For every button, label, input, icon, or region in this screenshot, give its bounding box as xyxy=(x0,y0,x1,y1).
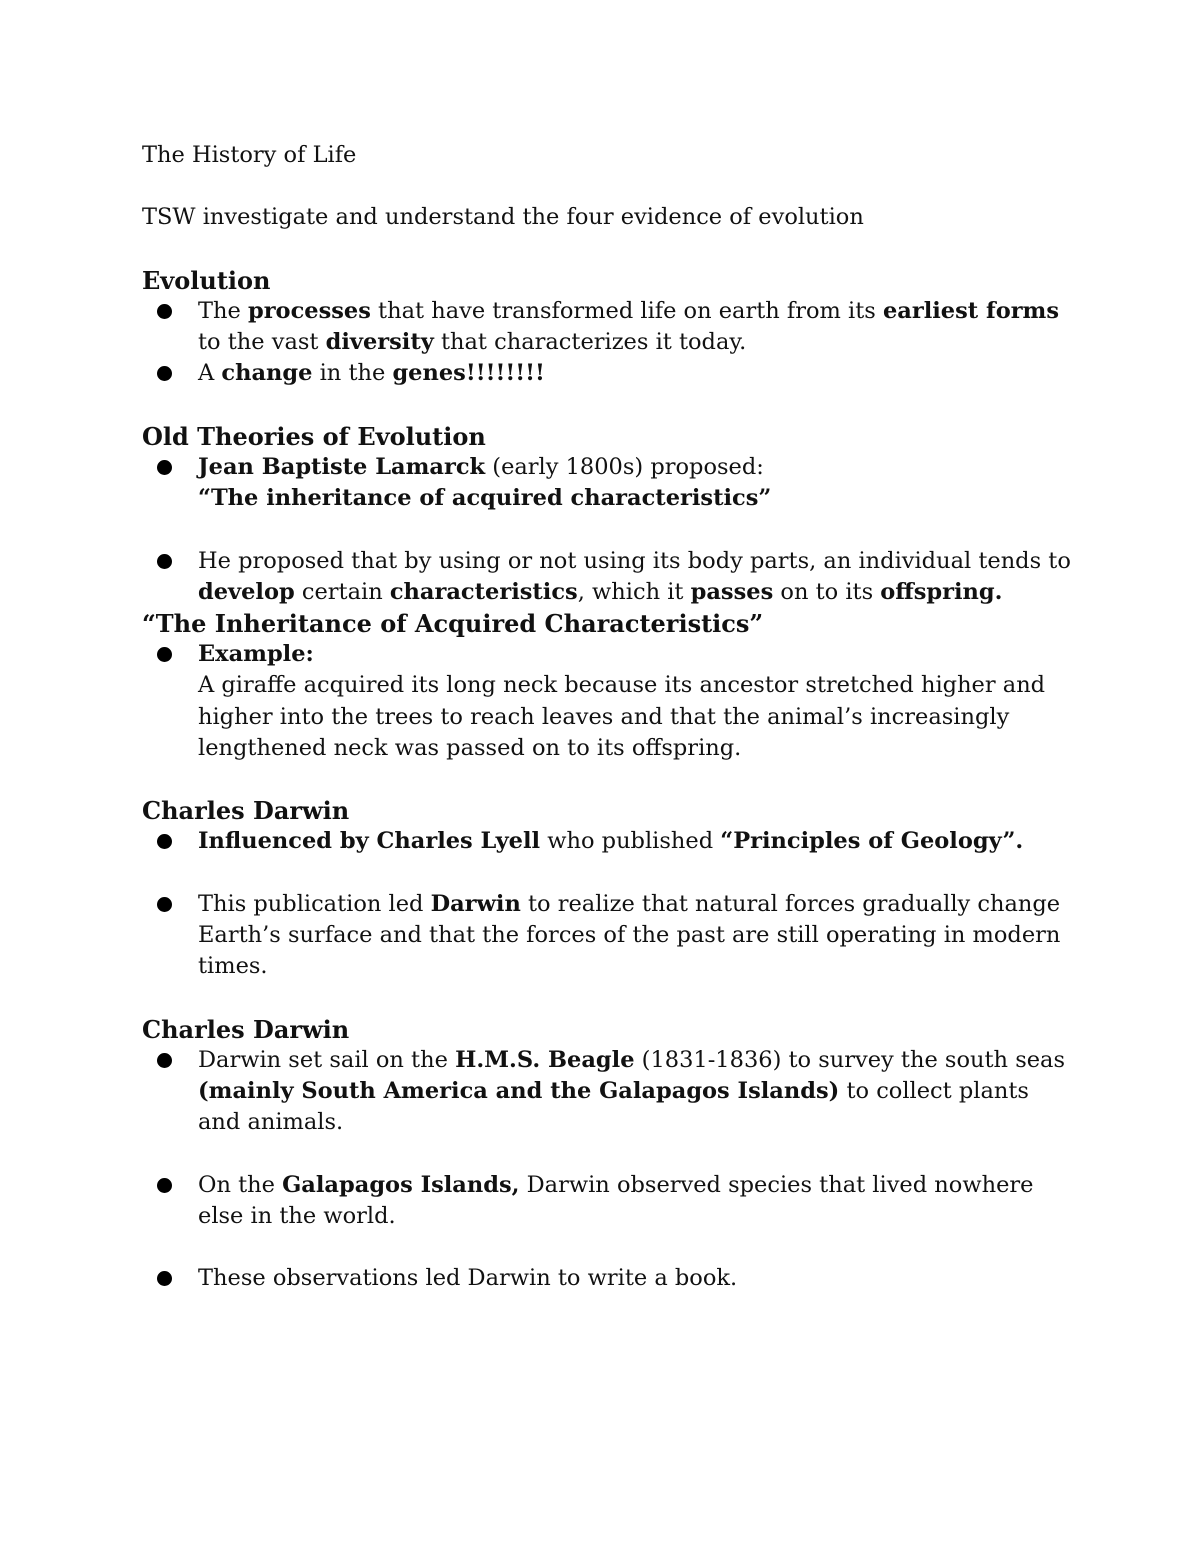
text-run: , which it xyxy=(577,578,691,605)
text-run: On the xyxy=(198,1171,283,1198)
bold-text: characteristics xyxy=(389,578,578,605)
spacer xyxy=(142,171,1072,202)
document-page xyxy=(142,140,1072,1294)
lamarck-quote: “The inheritance of acquired characteristics” xyxy=(198,485,772,512)
example-label: Example: xyxy=(198,641,314,668)
spacer xyxy=(142,764,1072,795)
bold-text: diversity xyxy=(325,329,434,356)
bold-text: “Principles of Geology”. xyxy=(720,828,1024,855)
text-run: Darwin observed species that lived nowhere else in the world. xyxy=(198,1171,1034,1229)
document-title: The History of Life xyxy=(142,142,357,168)
text-run: in the xyxy=(312,360,393,387)
list-item xyxy=(142,452,1072,514)
spacer xyxy=(142,234,1072,265)
spacer xyxy=(142,858,1072,889)
bullet-icon xyxy=(157,647,172,662)
bullet-icon xyxy=(157,554,172,569)
bullet-icon xyxy=(157,304,172,319)
bullet-icon xyxy=(157,834,172,849)
text-run: The xyxy=(198,297,248,324)
spacer xyxy=(142,390,1072,421)
list-item xyxy=(142,546,1072,608)
bold-text: (mainly South America and the Galapagos Islands) xyxy=(198,1077,840,1104)
text-run: He proposed that by using or not using its body parts, an individual tends to xyxy=(198,547,1071,574)
bold-text: passes xyxy=(690,578,774,605)
spacer xyxy=(142,514,1072,545)
list-item xyxy=(142,1170,1072,1232)
bold-text: processes xyxy=(247,297,371,324)
list-item xyxy=(142,1263,1072,1294)
bullet-icon xyxy=(157,1271,172,1286)
bullet-icon xyxy=(157,366,172,381)
old-theories-bullet-list xyxy=(142,452,1072,608)
text-run: on to its xyxy=(773,578,881,605)
bold-text: earliest forms xyxy=(882,297,1060,324)
bold-text: offspring. xyxy=(880,578,1003,605)
list-item xyxy=(142,889,1072,983)
evolution-bullet-list xyxy=(142,296,1072,390)
bullet-icon xyxy=(157,1178,172,1193)
text-run: Darwin set sail on the xyxy=(198,1046,456,1073)
text-run: who published xyxy=(540,828,721,855)
bold-text: develop xyxy=(198,578,295,605)
spacer xyxy=(142,982,1072,1013)
bold-text: H.M.S. Beagle xyxy=(455,1046,635,1073)
bold-text: Influenced by Charles Lyell xyxy=(198,828,541,855)
bold-text: genes!!!!!!!! xyxy=(392,360,545,387)
bullet-icon xyxy=(157,460,172,475)
bold-text: Darwin xyxy=(430,890,521,917)
text-run: A xyxy=(198,360,222,387)
learning-objective: TSW investigate and understand the four evidence of evolution xyxy=(142,204,864,231)
darwin-lyell-bullet-list xyxy=(142,826,1072,982)
list-item xyxy=(142,1045,1072,1139)
spacer xyxy=(142,1232,1072,1263)
text-run: that have transformed life on earth from its xyxy=(370,297,883,324)
bullet-icon xyxy=(157,1053,172,1068)
bold-text: Jean Baptiste Lamarck xyxy=(198,453,486,480)
text-run: that characterizes it today. xyxy=(433,329,747,356)
bullet-icon xyxy=(157,897,172,912)
darwin-beagle-bullet-list xyxy=(142,1045,1072,1295)
text-run: to realize that natural forces gradually change Earth’s surface and that the forces of the past are still operating in modern times. xyxy=(198,890,1061,980)
section-heading-old-theories: Old Theories of Evolution xyxy=(142,421,486,451)
list-item xyxy=(142,358,1072,389)
text-run: (1831-1836) to survey the south seas xyxy=(634,1046,1066,1073)
list-item xyxy=(142,826,1072,857)
list-item xyxy=(142,639,1072,764)
list-item xyxy=(142,296,1072,358)
text-run: to collect plants and animals. xyxy=(198,1077,1029,1136)
example-text: A giraffe acquired its long neck because its ancestor stretched higher and higher into the trees to reach leaves and that the animal’s increasingly lengthened neck was passed on to its offspring. xyxy=(198,672,1046,761)
text-run: to the vast xyxy=(198,329,326,356)
inheritance-bullet-list xyxy=(142,639,1072,764)
text-run: (early 1800s) proposed: xyxy=(485,453,764,480)
text-run: These observations led Darwin to write a book. xyxy=(198,1265,738,1292)
section-heading-darwin-beagle: Charles Darwin xyxy=(142,1014,350,1044)
bold-text: Galapagos Islands, xyxy=(282,1171,520,1198)
spacer xyxy=(142,1138,1072,1169)
text-run: This publication led xyxy=(198,890,431,917)
bold-text: change xyxy=(221,360,313,387)
section-heading-darwin-lyell: Charles Darwin xyxy=(142,796,350,826)
text-run: certain xyxy=(294,578,390,605)
section-heading-evolution: Evolution xyxy=(142,265,271,295)
section-heading-inheritance: “The Inheritance of Acquired Characteristics” xyxy=(142,608,764,638)
